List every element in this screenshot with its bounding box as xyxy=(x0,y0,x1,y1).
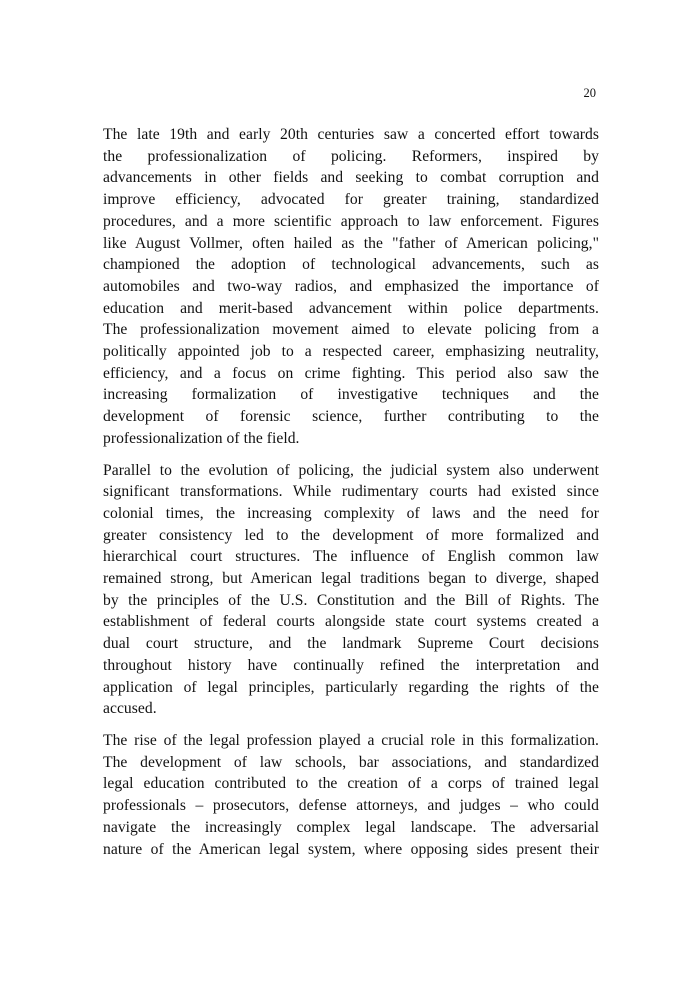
text-line: politically appointed job to a respected career, emphasizing neutrality, xyxy=(103,343,599,361)
text-line: The rise of the legal profession played a crucial role in this formalization. xyxy=(103,731,599,749)
text-line: greater consistency led to the development of more formalized and xyxy=(103,526,599,544)
text-line: championed the adoption of technological advancements, such as xyxy=(103,256,599,274)
text-line: by the principles of the U.S. Constitution and the Bill of Rights. The xyxy=(103,591,599,609)
text-line: application of legal principles, particularly regarding the rights of the xyxy=(103,678,599,696)
text-line: professionalization of the field. xyxy=(103,429,300,447)
text-line: remained strong, but American legal traditions began to diverge, shaped xyxy=(103,570,599,588)
text-line: advancements in other fields and seeking to combat corruption and xyxy=(103,169,599,187)
text-line: procedures, and a more scientific approach to law enforcement. Figures xyxy=(103,212,599,230)
text-line: efficiency, and a focus on crime fighting. This period also saw the xyxy=(103,364,599,382)
text-line: professionals – prosecutors, defense attorneys, and judges – who could xyxy=(103,797,599,815)
text-line: establishment of federal courts alongside state court systems created a xyxy=(103,613,599,631)
text-line: nature of the American legal system, where opposing sides present their xyxy=(103,840,599,858)
text-line: the professionalization of policing. Reformers, inspired by xyxy=(103,147,599,165)
text-line: dual court structure, and the landmark Supreme Court decisions xyxy=(103,635,599,653)
text-line: development of forensic science, further contributing to the xyxy=(103,408,599,426)
text-line: education and merit-based advancement within police departments. xyxy=(103,299,599,317)
text-line: accused. xyxy=(103,700,157,718)
text-line: legal education contributed to the creation of a corps of trained legal xyxy=(103,775,599,793)
text-line: The development of law schools, bar associations, and standardized xyxy=(103,753,599,771)
text-line: automobiles and two-way radios, and emphasized the importance of xyxy=(103,277,599,295)
paragraph-policing-professionalization xyxy=(103,124,599,450)
text-line: The late 19th and early 20th centuries saw a concerted effort towards xyxy=(103,126,599,143)
paragraph-legal-profession xyxy=(103,730,599,860)
text-line: increasing formalization of investigative techniques and the xyxy=(103,386,599,404)
paragraph-judicial-system xyxy=(103,460,599,720)
text-line: like August Vollmer, often hailed as the "father of American policing," xyxy=(103,234,599,252)
page-number: 20 xyxy=(583,86,596,100)
body-text xyxy=(103,124,599,870)
text-line: colonial times, the increasing complexity of laws and the need for xyxy=(103,504,599,522)
text-line: hierarchical court structures. The influence of English common law xyxy=(103,548,599,566)
text-line: significant transformations. While rudimentary courts had existed since xyxy=(103,483,599,501)
text-line: Parallel to the evolution of policing, the judicial system also underwent xyxy=(103,461,599,479)
text-line: navigate the increasingly complex legal landscape. The adversarial xyxy=(103,818,599,836)
text-line: throughout history have continually refined the interpretation and xyxy=(103,656,599,674)
text-line: The professionalization movement aimed to elevate policing from a xyxy=(103,321,599,339)
text-line: improve efficiency, advocated for greater training, standardized xyxy=(103,191,599,209)
